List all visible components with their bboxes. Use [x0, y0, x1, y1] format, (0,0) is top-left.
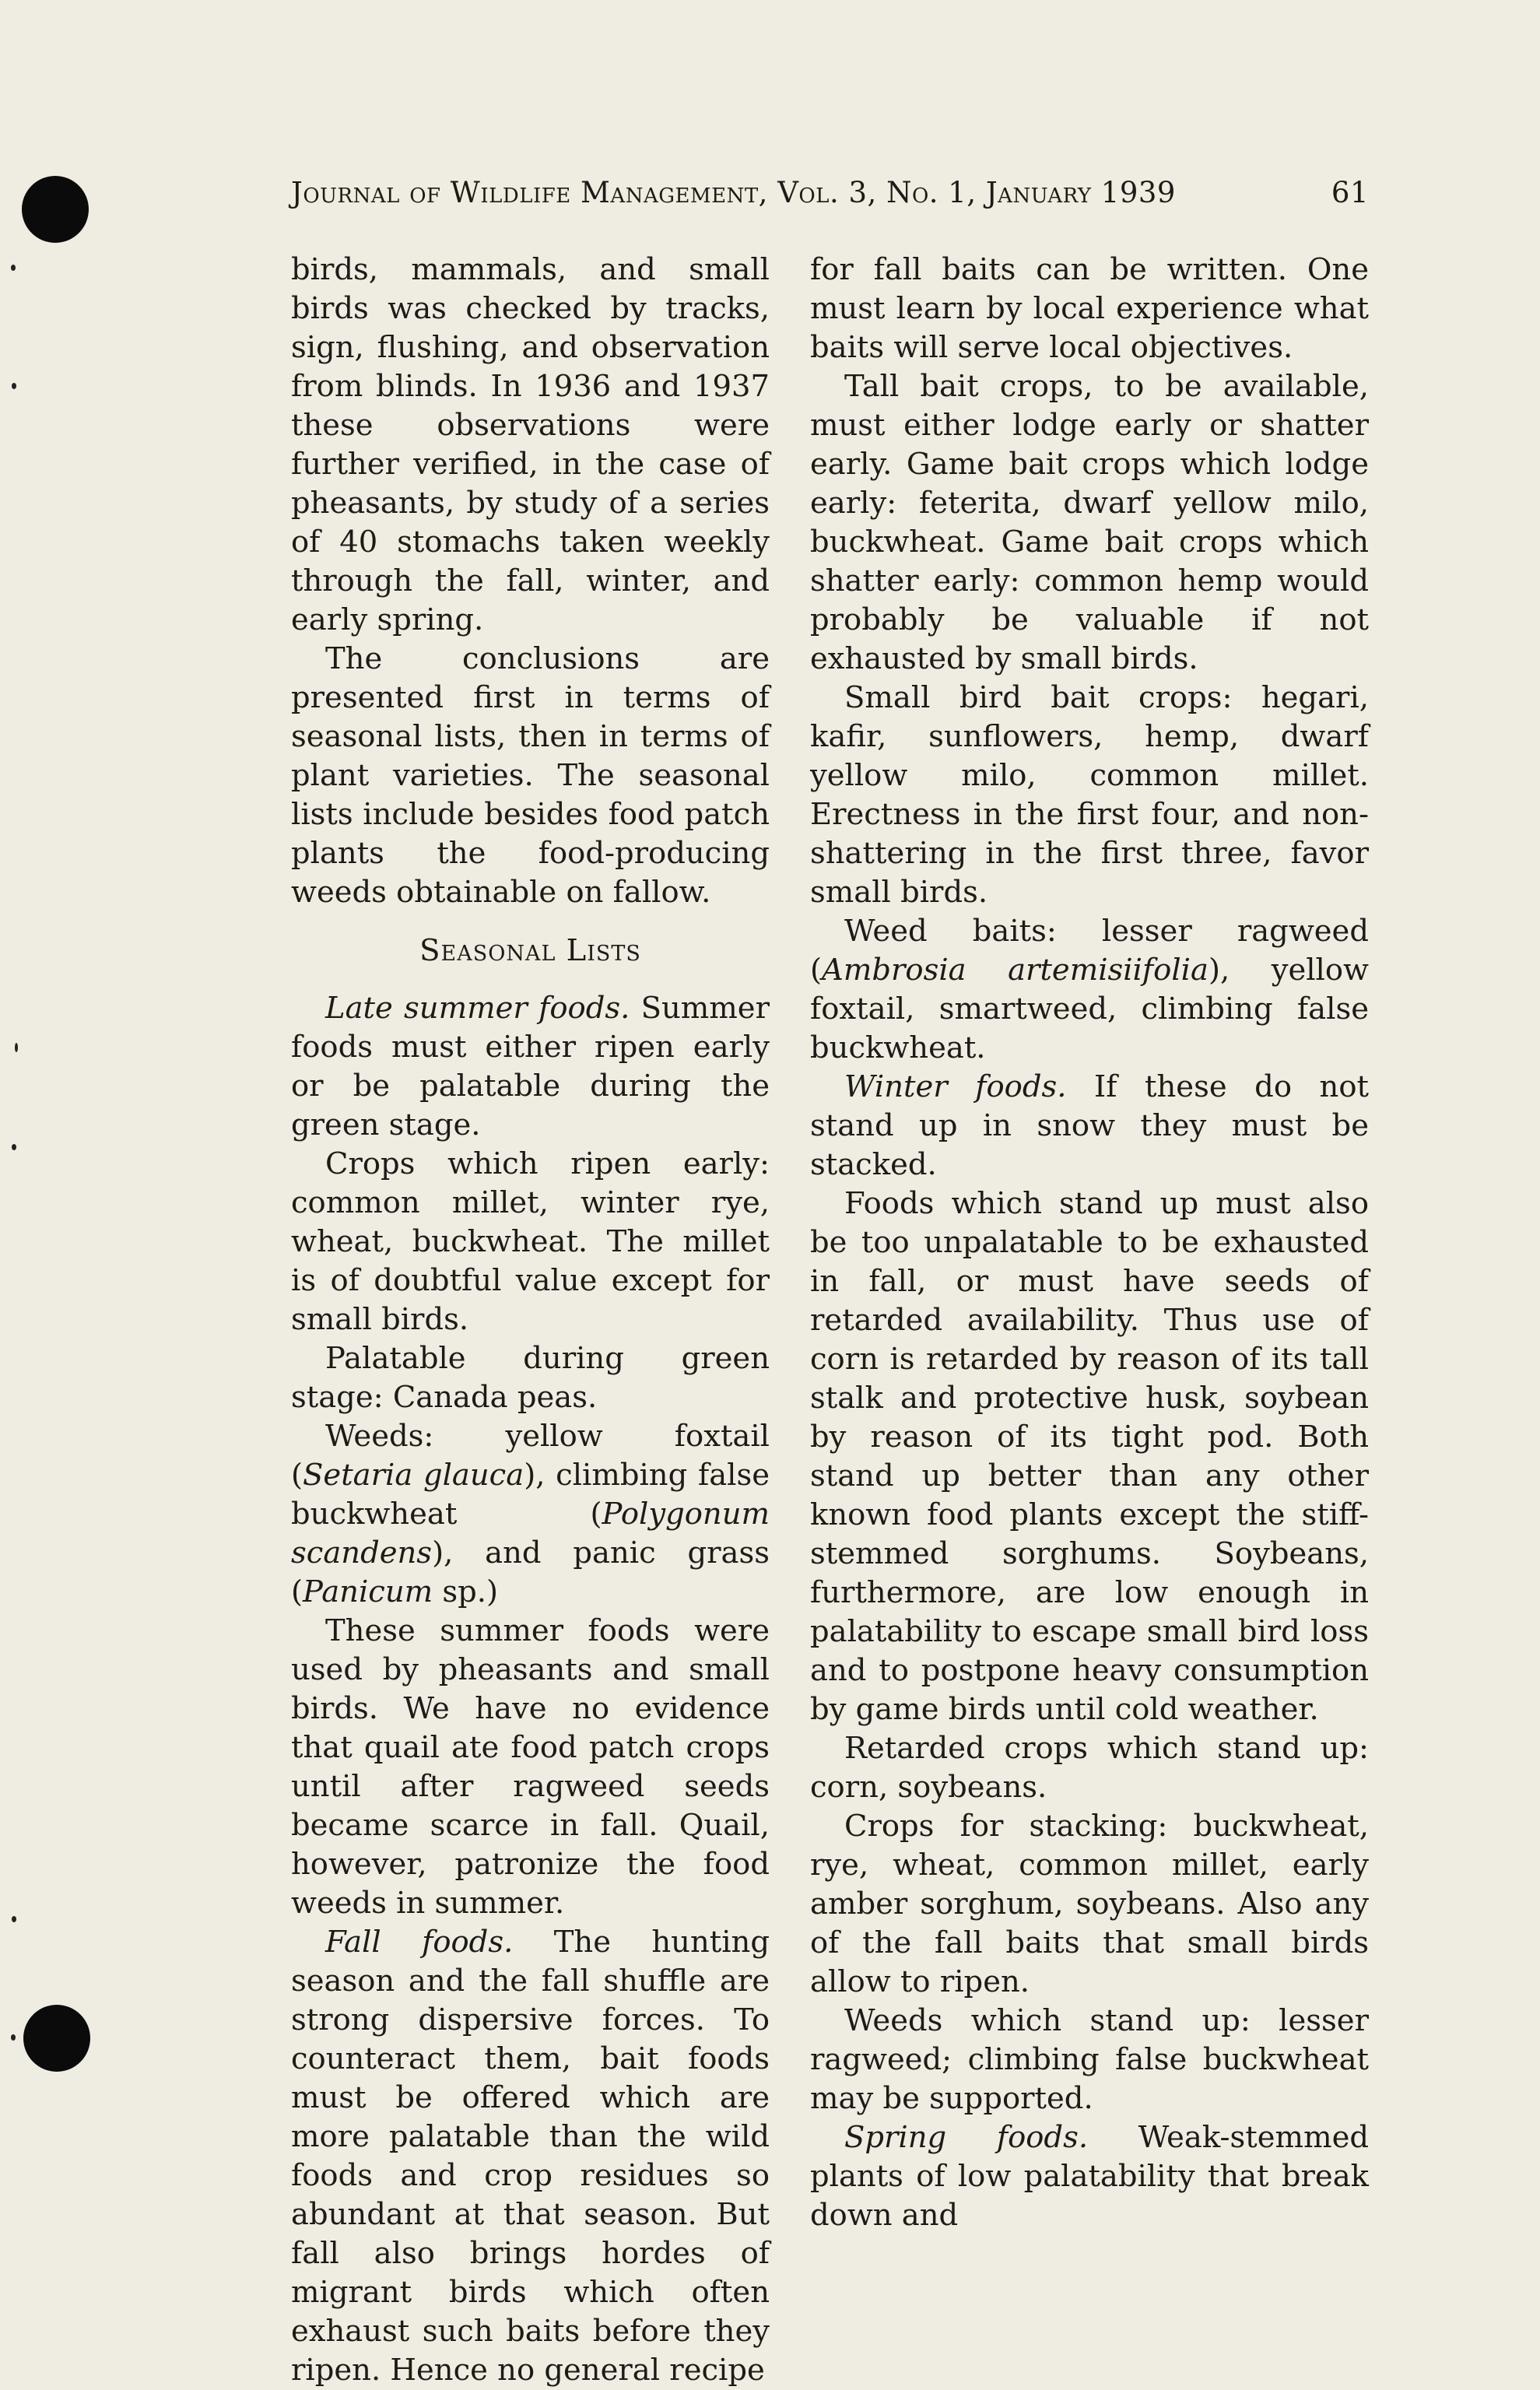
running-header — [291, 176, 1369, 213]
paragraph: Weed baits: lesser ragweed (Ambrosia artemisiifolia), yellow foxtail, smartweed, climbing false buckwheat. — [810, 914, 1369, 1065]
paragraph: birds, mammals, and small birds was checked by tracks, sign, flushing, and observation from blinds. In 1936 and 1937 these observations were further verified, in the case of pheasants, by study of a series of 40 stomachs taken weekly through the fall, winter, and early spring. — [291, 252, 770, 637]
paragraph: Fall foods. The hunting season and the fall shuffle are strong dispersive forces. To counteract them, bait foods must be offered which are more palatable than the wild foods and crop residues so abundant at that season. But fall also brings hordes of migrant birds which often exhaust such baits before they ripen. Hence no general recipe — [291, 1925, 770, 2388]
page-number: 61 — [1331, 176, 1369, 209]
paragraph: Tall bait crops, to be available, must either lodge early or shatter early. Game bait crops which lodge early: feterita, dwarf yellow milo, buckwheat. Game bait crops which shatter early: common hemp would probably be valuable if not exhausted by small birds. — [810, 369, 1369, 676]
run-in-heading: Late summer foods. — [325, 991, 630, 1026]
paragraph: Spring foods. Weak-stemmed plants of low palatability that break down and — [810, 2120, 1370, 2233]
paragraph: These summer foods were used by pheasants and small birds. We have no evidence that quail ate food patch crops until after ragweed seeds became scarce in fall. Quail, however, patronize the food weeds in summer. — [291, 1613, 770, 1921]
paragraph: Retarded crops which stand up: corn, soybeans. — [810, 1731, 1369, 1805]
paragraph: Crops which ripen early: common millet, winter rye, wheat, buckwheat. The millet is of doubtful value except for small birds. — [291, 1146, 770, 1337]
paragraph: Weeds: yellow foxtail (Setaria glauca), climbing false buckwheat (Polygonum scandens), and panic grass (Panicum sp.) — [291, 1419, 770, 1609]
run-in-heading: Fall foods. — [325, 1925, 514, 1960]
run-in-heading: Winter foods. — [844, 1069, 1067, 1104]
species-name: Ambrosia artemisiifolia — [822, 953, 1208, 988]
page-speck — [12, 1144, 16, 1150]
section-heading: Seasonal Lists — [419, 933, 641, 968]
paragraph: Palatable during green stage: Canada peas. — [291, 1341, 770, 1415]
right-column — [810, 251, 1369, 2235]
paragraph: Weeds which stand up: lesser ragweed; climbing false buckwheat may be supported. — [810, 2003, 1369, 2116]
paragraph: Late summer foods. Summer foods must either ripen early or be palatable during the green stage. — [291, 991, 770, 1142]
journal-title: Journal of Wildlife Management, Vol. 3, No. 1, January 1939 — [291, 176, 1176, 209]
page-speck — [11, 265, 16, 271]
page-speck — [12, 383, 16, 389]
page-speck — [15, 1043, 18, 1052]
species-name: Polygonum scandens — [291, 1497, 770, 1571]
paragraph: Crops for stacking: buckwheat, rye, wheat, common millet, early amber sorghum, soybeans. Also any of the fall baits that small birds allow to ripen. — [810, 1809, 1369, 1999]
species-name: Setaria glauca — [303, 1458, 524, 1493]
paragraph: Winter foods. If these do not stand up in snow they must be stacked. — [810, 1069, 1369, 1182]
paragraph: Foods which stand up must also be too unpalatable to be exhausted in fall, or must have seeds of retarded availability. Thus use of corn is retarded by reason of its tall stalk and protective husk, soybean by reason of its tight pod. Both stand up better than any other known food plants except the stiff-stemmed sorghums. Soybeans, furthermore, are low enough in palatability to escape small bird loss and to postpone heavy consumption by game birds until cold weather. — [810, 1186, 1369, 1727]
paragraph: for fall baits can be written. One must learn by local experience what baits will serve local objectives. — [810, 252, 1369, 365]
run-in-heading: Spring foods. — [844, 2120, 1089, 2155]
left-column — [291, 251, 770, 2390]
paragraph: The conclusions are presented first in terms of seasonal lists, then in terms of plant varieties. The seasonal lists include besides food patch plants the food-producing weeds obtainable on fallow. — [291, 641, 770, 910]
species-name: Panicum — [303, 1574, 433, 1609]
page-speck — [11, 2034, 16, 2041]
binder-hole-top — [22, 176, 89, 243]
page-speck — [12, 1916, 16, 1922]
paragraph: Small bird bait crops: hegari, kafir, sunflowers, hemp, dwarf yellow milo, common millet. Erectness in the first four, and non-shattering in the first three, favor small birds. — [810, 680, 1369, 910]
binder-hole-bottom — [23, 2005, 90, 2072]
